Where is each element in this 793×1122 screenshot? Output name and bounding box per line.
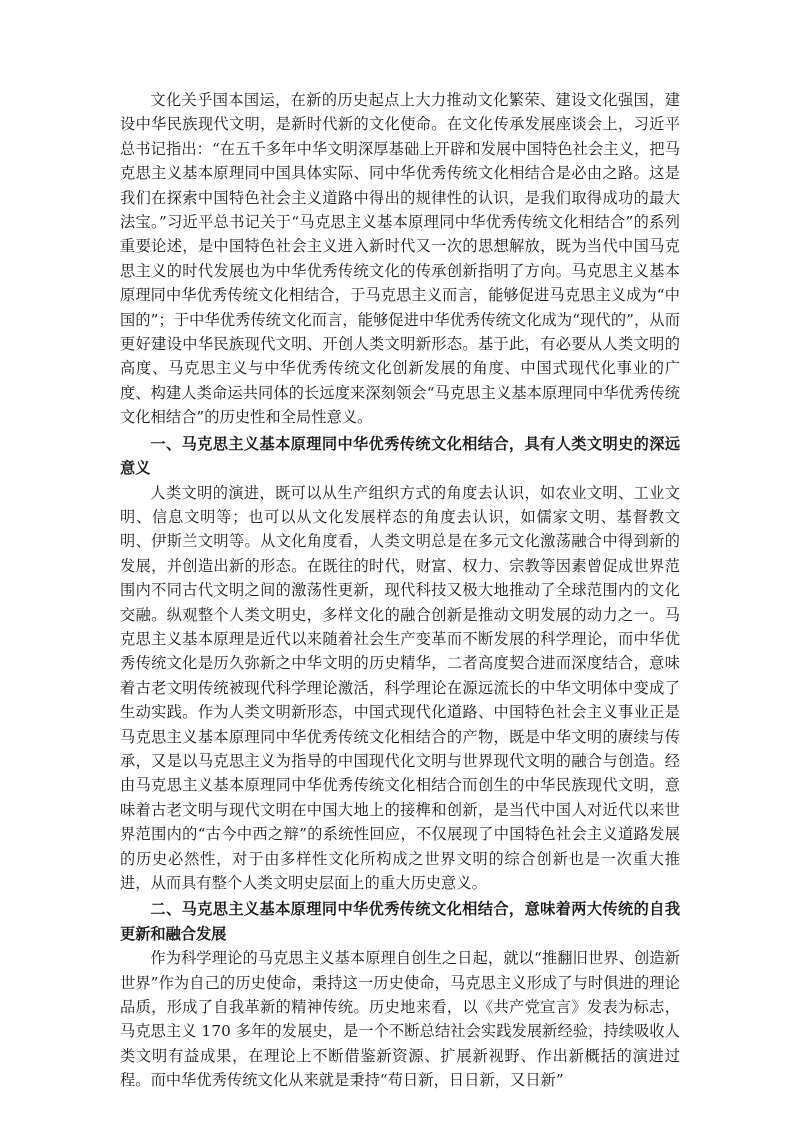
section-heading-2: 二、马克思主义基本原理同中华优秀传统文化相结合，意味着两大传统的自我更新和融合发展	[120, 900, 680, 943]
paragraph-section-1: 人类文明的演进，既可以从生产组织方式的角度去认识，如农业文明、工业文明、信息文明等；也可以从文化发展样态的角度去认识，如儒家文明、基督教文明、伊斯兰文明等。从文化角度看，人类文明总是在多元文化激荡融合中得到新的发展，并创造出新的形态。在既往的时代，财富、权力、宗教等因素曾促成世界范围内不同古代文明之间的激荡性更新，现代科技又极大地推动了全球范围内的文化交融。纵观整个人类文明史，多样文化的融合创新是推动文明发展的动力之一。马克思主义基本原理是近代以来随着社会生产变革而不断发展的科学理论，而中华优秀传统文化是历久弥新之中华文明的历史精华，二者高度契合进而深度结合，意味着古老文明传统被现代科学理论激活，科学理论在源远流长的中华文明体中变成了生动实践。作为人类文明新形态，中国式现代化道路、中国特色社会主义事业正是马克思主义基本原理同中华优秀传统文化相结合的产物，既是中华文明的赓续与传承，又是以马克思主义为指导的中国现代化文明与世界现代文明的融合与创造。经由马克思主义基本原理同中华优秀传统文化相结合而创生的中华民族现代文明，意味着古老文明与现代文明在中国大地上的接榫和创新，是当代中国人对近代以来世界范围内的“古今中西之辩”的系统性回应，不仅展现了中国特色社会主义道路发展的历史必然性，对于由多样性文化所构成之世界文明的综合创新也是一次重大推进，从而具有整个人类文明史层面上的重大历史意义。	[120, 483, 680, 892]
section-heading-1: 一、马克思主义基本原理同中华优秀传统文化相结合，具有人类文明史的深远意义	[120, 434, 680, 478]
document-page	[120, 88, 680, 1093]
paragraph-intro: 文化关乎国本国运，在新的历史起点上大力推动文化繁荣、建设文化强国，建设中华民族现代文明，是新时代新的文化使命。在文化传承发展座谈会上，习近平总书记指出：“在五千多年中华文明深厚基础上开辟和发展中国特色社会主义，把马克思主义基本原理同中国具体实际、同中华优秀传统文化相结合是必由之路。这是我们在探索中国特色社会主义道路中得出的规律性的认识，是我们取得成功的最大法宝。”习近平总书记关于“马克思主义基本原理同中华优秀传统文化相结合”的系列重要论述，是中国特色社会主义进入新时代又一次的思想解放，既为当代中国马克思主义的时代发展也为中华优秀传统文化的传承创新指明了方向。马克思主义基本原理同中华优秀传统文化相结合，于马克思主义而言，能够促进马克思主义成为“中国的”；于中华优秀传统文化而言，能够促进中华优秀传统文化成为“现代的”，从而更好建设中华民族现代文明、开创人类文明新形态。基于此，有必要从人类文明的高度、马克思主义与中华优秀传统文化创新发展的角度、中国式现代化事业的广度、构建人类命运共同体的长远度来深刻领会“马克思主义基本原理同中华优秀传统文化相结合”的历史性和全局性意义。	[120, 91, 680, 427]
paragraph-section-2: 作为科学理论的马克思主义基本原理自创生之日起，就以“推翻旧世界、创造新世界”作为自己的历史使命，秉持这一历史使命，马克思主义形成了与时俱进的理论品质，形成了自我革新的精神传统。历史地来看，以《共产党宣言》发表为标志，马克思主义 170 多年的发展史，是一个不断总结社会实践发展新经验，持续吸收人类文明有益成果，在理论上不断借鉴新资源、扩展新视野、作出新概括的演进过程。而中华优秀传统文化从来就是秉持“苟日新，日日新，又日新”	[120, 949, 680, 1090]
